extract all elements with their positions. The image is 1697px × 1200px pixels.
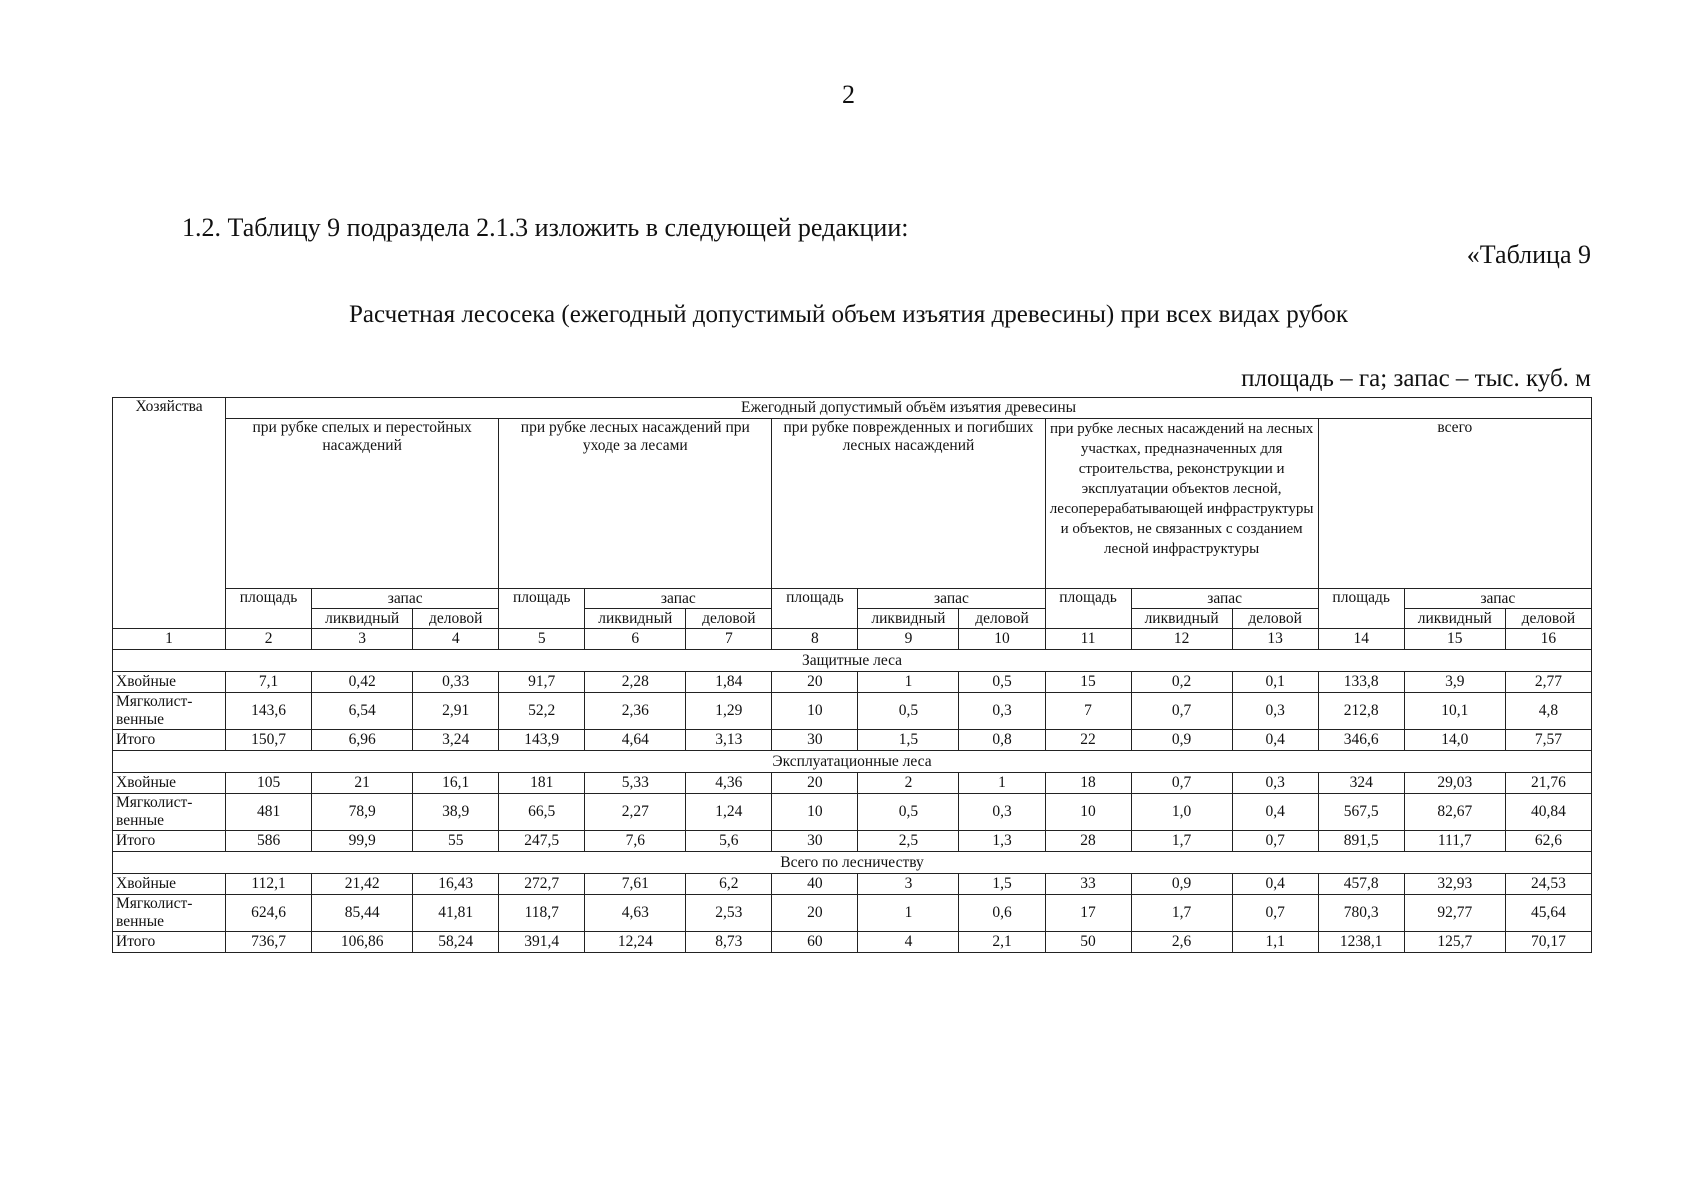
logging-table	[112, 397, 1592, 953]
table-cell: 1,0	[1131, 794, 1232, 831]
table-cell: 0,3	[1232, 773, 1318, 794]
table-cell: 18	[1045, 773, 1131, 794]
table-row	[113, 874, 1592, 895]
table-cell: 3,9	[1404, 672, 1505, 693]
table-cell: 2,27	[585, 794, 686, 831]
table-row	[113, 895, 1592, 932]
table-cell: 181	[499, 773, 585, 794]
table-cell: 14,0	[1404, 730, 1505, 751]
table-cell: 58,24	[413, 932, 499, 953]
table-cell: 1,7	[1131, 895, 1232, 932]
column-number: 16	[1505, 629, 1591, 650]
header-main: Ежегодный допустимый объём изъятия древесины	[226, 398, 1592, 419]
header-stock: запас	[312, 589, 499, 609]
table-cell: 5,6	[686, 831, 772, 852]
table-cell: 391,4	[499, 932, 585, 953]
table-cell: 4,63	[585, 895, 686, 932]
table-cell: 7	[1045, 693, 1131, 730]
column-number: 2	[226, 629, 312, 650]
table-cell: 481	[226, 794, 312, 831]
section-row	[113, 751, 1592, 773]
table-cell: 7,57	[1505, 730, 1591, 751]
table-cell: 2,53	[686, 895, 772, 932]
table-cell: 2,36	[585, 693, 686, 730]
table-cell: 10	[772, 794, 858, 831]
table-cell: 2	[858, 773, 959, 794]
column-number: 5	[499, 629, 585, 650]
row-name: Итого	[113, 831, 226, 852]
table-cell: 10	[772, 693, 858, 730]
column-number: 12	[1131, 629, 1232, 650]
table-cell: 0,7	[1232, 895, 1318, 932]
column-number: 6	[585, 629, 686, 650]
table-cell: 0,1	[1232, 672, 1318, 693]
table-title: Расчетная лесосека (ежегодный допустимый объем изъятия древесины) при всех видах рубок	[348, 301, 1349, 328]
table-cell: 30	[772, 730, 858, 751]
table-cell: 212,8	[1318, 693, 1404, 730]
table-cell: 29,03	[1404, 773, 1505, 794]
header-group-infrastructure: при рубке лесных насаждений на лесных участках, предназначенных для строительства, реконструкции и эксплуатации объектов лесной, лесоперерабатывающей инфраструктуры и объектов, не связанных с созданием лесной инфраструктуры	[1045, 419, 1318, 589]
table-cell: 3,13	[686, 730, 772, 751]
section-row	[113, 650, 1592, 672]
header-stock: запас	[1404, 589, 1591, 609]
table-cell: 0,3	[959, 794, 1045, 831]
table-cell: 99,9	[312, 831, 413, 852]
table-body	[113, 650, 1592, 953]
table-cell: 1	[959, 773, 1045, 794]
table-cell: 1,29	[686, 693, 772, 730]
table-cell: 0,5	[858, 693, 959, 730]
row-name: Мягколист-венные	[113, 794, 226, 831]
table-cell: 2,6	[1131, 932, 1232, 953]
table-cell: 0,7	[1232, 831, 1318, 852]
table-cell: 0,9	[1131, 874, 1232, 895]
table-cell: 0,42	[312, 672, 413, 693]
section-title: Эксплуатационные леса	[113, 751, 1592, 773]
header-area: площадь	[226, 589, 312, 629]
table-cell: 0,6	[959, 895, 1045, 932]
table-cell: 1,24	[686, 794, 772, 831]
table-cell: 8,73	[686, 932, 772, 953]
table-cell: 247,5	[499, 831, 585, 852]
column-number: 15	[1404, 629, 1505, 650]
header-area: площадь	[499, 589, 585, 629]
table-cell: 55	[413, 831, 499, 852]
row-name: Итого	[113, 932, 226, 953]
table-cell: 16,1	[413, 773, 499, 794]
section-row	[113, 852, 1592, 874]
row-name: Хвойные	[113, 773, 226, 794]
table-cell: 85,44	[312, 895, 413, 932]
table-cell: 62,6	[1505, 831, 1591, 852]
row-name: Мягколист-венные	[113, 895, 226, 932]
table-cell: 4,36	[686, 773, 772, 794]
table-cell: 15	[1045, 672, 1131, 693]
table-cell: 4,8	[1505, 693, 1591, 730]
table-cell: 52,2	[499, 693, 585, 730]
table-cell: 6,96	[312, 730, 413, 751]
header-business: деловой	[1505, 609, 1591, 629]
table-cell: 0,5	[858, 794, 959, 831]
section-title: Защитные леса	[113, 650, 1592, 672]
table-row	[113, 730, 1592, 751]
table-cell: 2,77	[1505, 672, 1591, 693]
table-cell: 736,7	[226, 932, 312, 953]
table-cell: 1	[858, 672, 959, 693]
table-cell: 5,33	[585, 773, 686, 794]
table-cell: 38,9	[413, 794, 499, 831]
section-title: Всего по лесничеству	[113, 852, 1592, 874]
table-row	[113, 693, 1592, 730]
table-cell: 4	[858, 932, 959, 953]
table-label: «Таблица 9	[1466, 240, 1591, 269]
table-cell: 0,3	[959, 693, 1045, 730]
table-cell: 106,86	[312, 932, 413, 953]
table-cell: 1,7	[1131, 831, 1232, 852]
table-cell: 0,3	[1232, 693, 1318, 730]
table-cell: 28	[1045, 831, 1131, 852]
table-cell: 10	[1045, 794, 1131, 831]
table-cell: 0,4	[1232, 874, 1318, 895]
table-cell: 1,5	[858, 730, 959, 751]
table-cell: 2,28	[585, 672, 686, 693]
table-cell: 891,5	[1318, 831, 1404, 852]
row-name: Хвойные	[113, 672, 226, 693]
table-row	[113, 932, 1592, 953]
table-cell: 92,77	[1404, 895, 1505, 932]
table-cell: 50	[1045, 932, 1131, 953]
table-cell: 105	[226, 773, 312, 794]
table-cell: 20	[772, 895, 858, 932]
row-name: Итого	[113, 730, 226, 751]
table-cell: 457,8	[1318, 874, 1404, 895]
table-cell: 118,7	[499, 895, 585, 932]
header-business: деловой	[1232, 609, 1318, 629]
table-cell: 20	[772, 672, 858, 693]
column-numbers-row	[113, 629, 1592, 650]
table-cell: 4,64	[585, 730, 686, 751]
table-cell: 125,7	[1404, 932, 1505, 953]
table-cell: 40,84	[1505, 794, 1591, 831]
header-group-total: всего	[1318, 419, 1591, 589]
header-liquid: ликвидный	[1404, 609, 1505, 629]
table-cell: 24,53	[1505, 874, 1591, 895]
header-business: деловой	[959, 609, 1045, 629]
table-cell: 6,2	[686, 874, 772, 895]
page-number: 2	[842, 80, 855, 109]
row-name: Мягколист-венные	[113, 693, 226, 730]
header-group-thinning: при рубке лесных насаждений при уходе за лесами	[499, 419, 772, 589]
header-group-damaged: при рубке поврежденных и погибших лесных насаждений	[772, 419, 1045, 589]
table-cell: 30	[772, 831, 858, 852]
table-row	[113, 794, 1592, 831]
header-farms: Хозяйства	[113, 398, 226, 629]
table-cell: 66,5	[499, 794, 585, 831]
table-cell: 1238,1	[1318, 932, 1404, 953]
column-number: 7	[686, 629, 772, 650]
table-cell: 3,24	[413, 730, 499, 751]
table-cell: 0,2	[1131, 672, 1232, 693]
table-cell: 6,54	[312, 693, 413, 730]
table-cell: 45,64	[1505, 895, 1591, 932]
column-number: 8	[772, 629, 858, 650]
table-cell: 16,43	[413, 874, 499, 895]
table-cell: 2,1	[959, 932, 1045, 953]
table-cell: 2,5	[858, 831, 959, 852]
table-cell: 10,1	[1404, 693, 1505, 730]
table-cell: 1,1	[1232, 932, 1318, 953]
header-business: деловой	[686, 609, 772, 629]
table-cell: 7,6	[585, 831, 686, 852]
table-cell: 0,5	[959, 672, 1045, 693]
table-cell: 40	[772, 874, 858, 895]
header-area: площадь	[772, 589, 858, 629]
table-cell: 22	[1045, 730, 1131, 751]
table-cell: 0,9	[1131, 730, 1232, 751]
table-cell: 586	[226, 831, 312, 852]
table-cell: 780,3	[1318, 895, 1404, 932]
table-cell: 133,8	[1318, 672, 1404, 693]
table-cell: 78,9	[312, 794, 413, 831]
table-cell: 324	[1318, 773, 1404, 794]
table-cell: 7,61	[585, 874, 686, 895]
header-business: деловой	[413, 609, 499, 629]
column-number: 13	[1232, 629, 1318, 650]
header-area: площадь	[1318, 589, 1404, 629]
table-cell: 111,7	[1404, 831, 1505, 852]
table-row	[113, 773, 1592, 794]
table-cell: 150,7	[226, 730, 312, 751]
table-row	[113, 831, 1592, 852]
column-number: 14	[1318, 629, 1404, 650]
column-number: 1	[113, 629, 226, 650]
table-cell: 21,42	[312, 874, 413, 895]
table-cell: 17	[1045, 895, 1131, 932]
header-area: площадь	[1045, 589, 1131, 629]
table-cell: 143,9	[499, 730, 585, 751]
table-row	[113, 672, 1592, 693]
table-cell: 7,1	[226, 672, 312, 693]
header-liquid: ликвидный	[312, 609, 413, 629]
table-cell: 2,91	[413, 693, 499, 730]
table-cell: 346,6	[1318, 730, 1404, 751]
table-cell: 112,1	[226, 874, 312, 895]
instruction-text: 1.2. Таблицу 9 подраздела 2.1.3 изложить в следующей редакции:	[182, 213, 909, 242]
header-liquid: ликвидный	[1131, 609, 1232, 629]
table-cell: 0,4	[1232, 794, 1318, 831]
table-cell: 70,17	[1505, 932, 1591, 953]
units-note: площадь – га; запас – тыс. куб. м	[1241, 365, 1591, 392]
table-cell: 82,67	[1404, 794, 1505, 831]
table-cell: 624,6	[226, 895, 312, 932]
column-number: 3	[312, 629, 413, 650]
header-group-mature: при рубке спелых и перестойных насаждений	[226, 419, 499, 589]
table-cell: 1	[858, 895, 959, 932]
table-cell: 272,7	[499, 874, 585, 895]
table-cell: 32,93	[1404, 874, 1505, 895]
header-stock: запас	[858, 589, 1045, 609]
table-cell: 20	[772, 773, 858, 794]
table-cell: 0,7	[1131, 693, 1232, 730]
table-cell: 41,81	[413, 895, 499, 932]
table-cell: 3	[858, 874, 959, 895]
table-cell: 12,24	[585, 932, 686, 953]
table-cell: 0,8	[959, 730, 1045, 751]
table-cell: 1,84	[686, 672, 772, 693]
table-cell: 567,5	[1318, 794, 1404, 831]
table-cell: 0,4	[1232, 730, 1318, 751]
column-number: 10	[959, 629, 1045, 650]
header-stock: запас	[585, 589, 772, 609]
table-cell: 60	[772, 932, 858, 953]
column-number: 9	[858, 629, 959, 650]
table-cell: 143,6	[226, 693, 312, 730]
table-cell: 0,33	[413, 672, 499, 693]
header-liquid: ликвидный	[858, 609, 959, 629]
table-cell: 21,76	[1505, 773, 1591, 794]
header-stock: запас	[1131, 589, 1318, 609]
table-cell: 0,7	[1131, 773, 1232, 794]
table-cell: 91,7	[499, 672, 585, 693]
column-number: 11	[1045, 629, 1131, 650]
column-number: 4	[413, 629, 499, 650]
table-cell: 1,3	[959, 831, 1045, 852]
row-name: Хвойные	[113, 874, 226, 895]
table-cell: 33	[1045, 874, 1131, 895]
header-liquid: ликвидный	[585, 609, 686, 629]
table-cell: 1,5	[959, 874, 1045, 895]
table-cell: 21	[312, 773, 413, 794]
